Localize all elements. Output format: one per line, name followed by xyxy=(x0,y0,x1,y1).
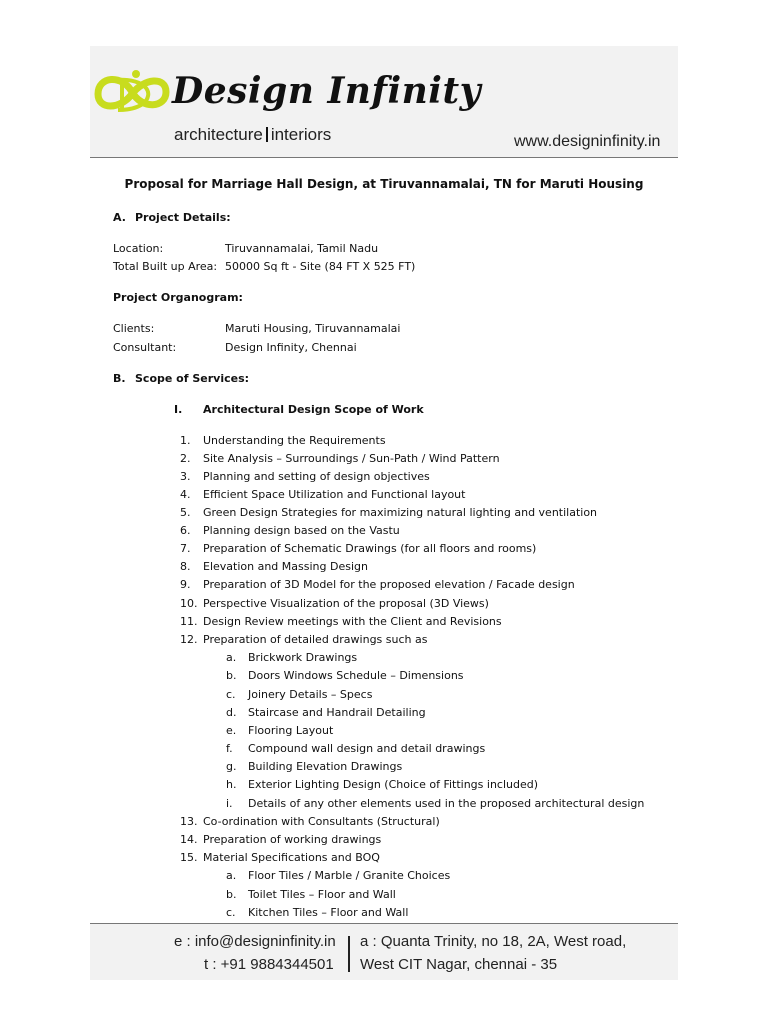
list-item: Green Design Strategies for maximizing natural lighting and ventilation xyxy=(203,506,598,519)
document-title: Proposal for Marriage Hall Design, at Tiruvannamalai, TN for Maruti Housing xyxy=(124,177,644,191)
sub-item: Details of any other elements used in the proposed architectural design xyxy=(248,797,645,810)
list-item: Preparation of working drawings xyxy=(203,833,382,846)
sub-item-letter: f. xyxy=(226,742,233,755)
sub-item-letter: h. xyxy=(226,778,237,791)
list-item-number: 2. xyxy=(180,452,191,465)
sub-item: Joinery Details – Specs xyxy=(248,688,373,701)
sub-item: Flooring Layout xyxy=(248,724,334,737)
tagline-architecture: architecture xyxy=(174,125,263,144)
list-item: Preparation of Schematic Drawings (for all floors and rooms) xyxy=(203,542,537,555)
subsection-marker: I. xyxy=(174,403,183,416)
sub-item-letter: c. xyxy=(226,688,236,701)
footer-email[interactable]: e : info@designinfinity.in xyxy=(174,933,336,950)
consultant-label: Consultant: xyxy=(113,341,177,354)
list-item-number: 7. xyxy=(180,542,191,555)
sub-item-letter: d. xyxy=(226,706,237,719)
sub-item: Brickwork Drawings xyxy=(248,651,358,664)
built-up-area-value: 50000 Sq ft - Site (84 FT X 525 FT) xyxy=(225,260,416,273)
consultant-value: Design Infinity, Chennai xyxy=(225,341,357,354)
sub-item: Doors Windows Schedule – Dimensions xyxy=(248,669,464,682)
section-a-marker: A. xyxy=(113,211,126,224)
list-item: Understanding the Requirements xyxy=(203,434,386,447)
location-label: Location: xyxy=(113,242,164,255)
website-link[interactable]: www.designinfinity.in xyxy=(514,133,661,150)
sub-item-letter: g. xyxy=(226,760,237,773)
list-item: Perspective Visualization of the proposal (3D Views) xyxy=(203,597,489,610)
brand-name: Design Infinity xyxy=(172,70,482,112)
footer-address-line2: West CIT Nagar, chennai - 35 xyxy=(360,956,558,973)
list-item-number: 1. xyxy=(180,434,191,447)
sub-item-letter: i. xyxy=(226,797,233,810)
sub-item: Compound wall design and detail drawings xyxy=(248,742,486,755)
section-b-heading: Scope of Services: xyxy=(135,372,250,385)
clients-label: Clients: xyxy=(113,322,155,335)
subsection-heading: Architectural Design Scope of Work xyxy=(203,403,424,416)
sub-item-letter: a. xyxy=(226,651,237,664)
list-item-number: 12. xyxy=(180,633,198,646)
footer-separator xyxy=(348,936,350,972)
list-item: Preparation of 3D Model for the proposed elevation / Facade design xyxy=(203,578,575,591)
list-item-number: 14. xyxy=(180,833,198,846)
sub-item: Kitchen Tiles – Floor and Wall xyxy=(248,906,409,919)
sub-item: Floor Tiles / Marble / Granite Choices xyxy=(248,869,451,882)
section-a-heading: Project Details: xyxy=(135,211,231,224)
list-item-number: 3. xyxy=(180,470,191,483)
sub-item: Toilet Tiles – Floor and Wall xyxy=(248,888,396,901)
clients-value: Maruti Housing, Tiruvannamalai xyxy=(225,322,401,335)
list-item-number: 5. xyxy=(180,506,191,519)
list-item: Co-ordination with Consultants (Structural) xyxy=(203,815,440,828)
location-value: Tiruvannamalai, Tamil Nadu xyxy=(225,242,379,255)
list-item: Preparation of detailed drawings such as xyxy=(203,633,428,646)
list-item: Elevation and Massing Design xyxy=(203,560,368,573)
list-item: Planning design based on the Vastu xyxy=(203,524,400,537)
list-item-number: 8. xyxy=(180,560,191,573)
section-b-marker: B. xyxy=(113,372,126,385)
list-item-number: 13. xyxy=(180,815,198,828)
sub-item-letter: c. xyxy=(226,906,236,919)
list-item-number: 4. xyxy=(180,488,191,501)
organogram-heading: Project Organogram: xyxy=(113,291,243,304)
sub-item: Building Elevation Drawings xyxy=(248,760,403,773)
list-item-number: 15. xyxy=(180,851,198,864)
built-up-area-label: Total Built up Area: xyxy=(113,260,218,273)
list-item: Planning and setting of design objectives xyxy=(203,470,430,483)
list-item-number: 10. xyxy=(180,597,198,610)
sub-item: Exterior Lighting Design (Choice of Fittings included) xyxy=(248,778,539,791)
sub-item-letter: a. xyxy=(226,869,237,882)
list-item-number: 6. xyxy=(180,524,191,537)
sub-item: Staircase and Handrail Detailing xyxy=(248,706,426,719)
list-item: Design Review meetings with the Client and Revisions xyxy=(203,615,502,628)
list-item: Efficient Space Utilization and Functional layout xyxy=(203,488,466,501)
list-item: Site Analysis – Surroundings / Sun-Path / Wind Pattern xyxy=(203,452,500,465)
footer-address-line1: a : Quanta Trinity, no 18, 2A, West road, xyxy=(360,933,627,950)
list-item-number: 11. xyxy=(180,615,198,628)
list-item: Material Specifications and BOQ xyxy=(203,851,380,864)
sub-item-letter: b. xyxy=(226,888,237,901)
footer-phone: t : +91 9884344501 xyxy=(204,956,334,973)
sub-item-letter: b. xyxy=(226,669,237,682)
sub-item-letter: e. xyxy=(226,724,237,737)
list-item-number: 9. xyxy=(180,578,191,591)
tagline-interiors: interiors xyxy=(270,125,332,144)
